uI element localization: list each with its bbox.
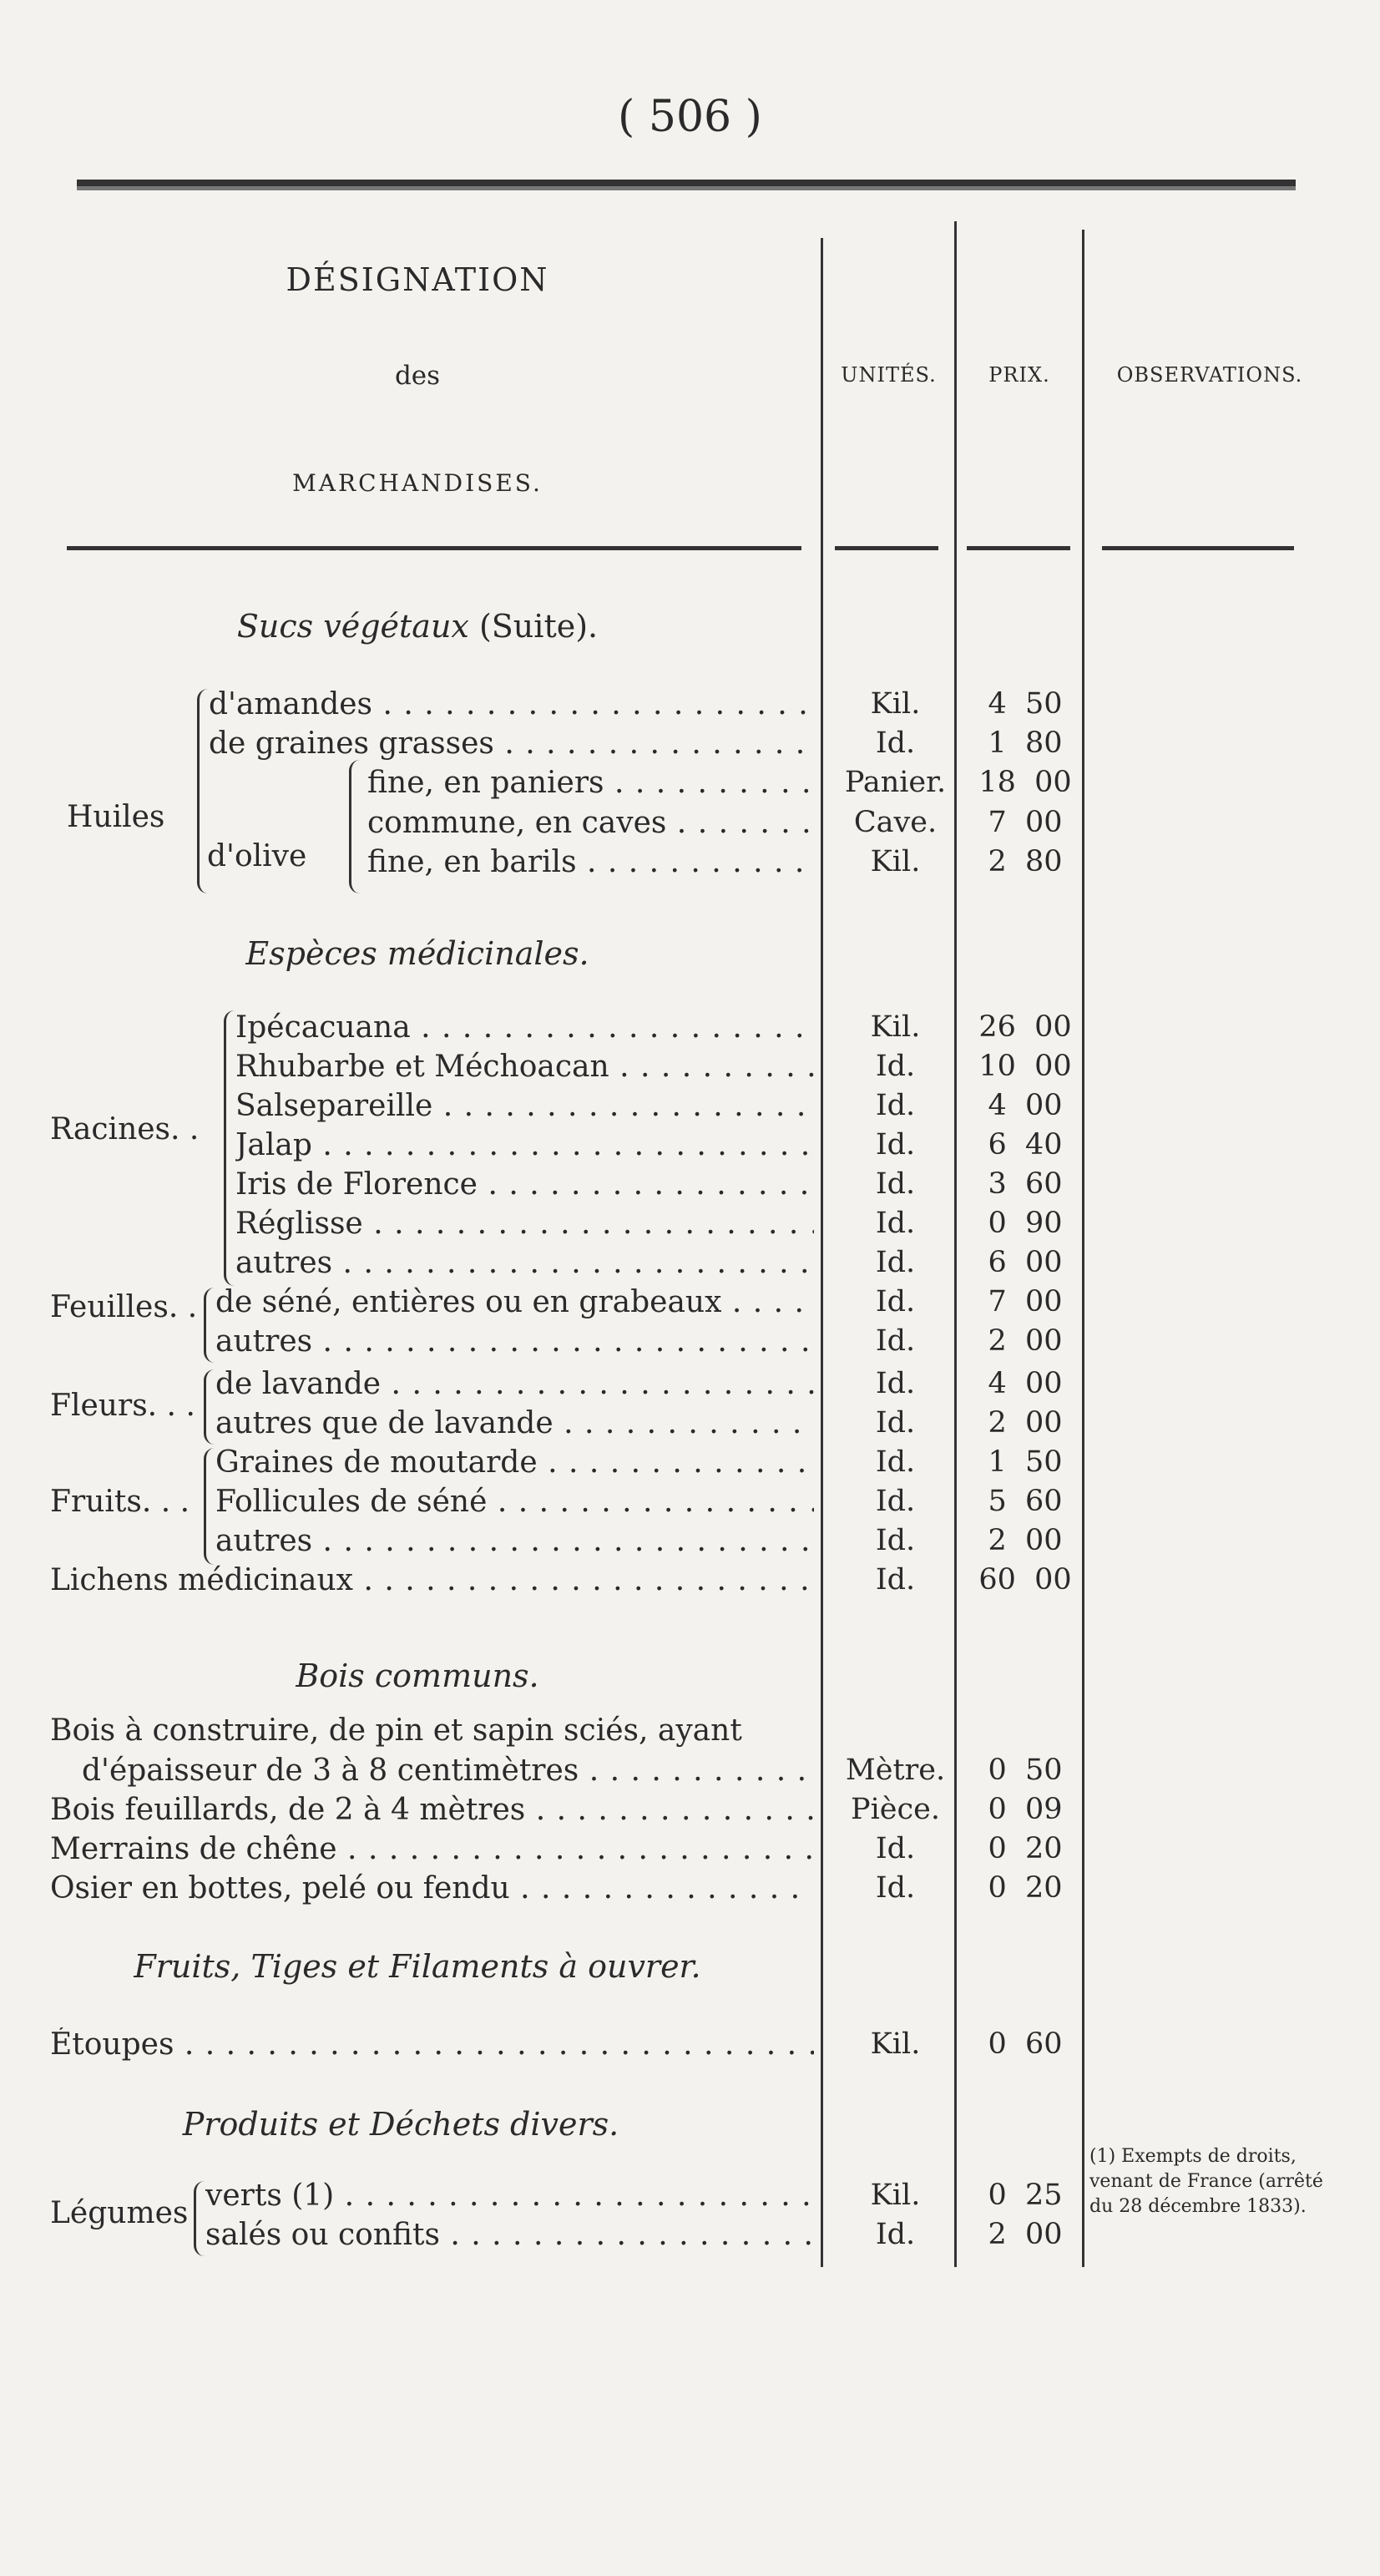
- row-price: 2 00: [988, 2218, 1063, 2251]
- table-row: [0, 1324, 1380, 1363]
- row-price: 0 60: [988, 2027, 1063, 2061]
- table-row: [0, 806, 1380, 844]
- row-price: 2 80: [988, 845, 1063, 878]
- row-price: 6 40: [988, 1128, 1063, 1161]
- row-label: Salsepareille . . .: [235, 1089, 814, 1123]
- row-price: 0 90: [988, 1207, 1063, 1240]
- group-legumes: Légumes: [50, 2196, 189, 2230]
- row-unit: Kil.: [870, 1010, 921, 1044]
- row-price: 4 50: [988, 687, 1063, 721]
- table-row: [0, 845, 1380, 883]
- table-row: [0, 1871, 1380, 1910]
- table-row: [0, 1089, 1380, 1127]
- row-unit: Id.: [875, 1285, 916, 1318]
- table-row: [0, 1367, 1380, 1405]
- table-row: [0, 1128, 1380, 1167]
- row-label: d'épaisseur de 3 à 8 centimètres . . .: [82, 1754, 814, 1788]
- group-olive: d'olive: [207, 839, 307, 873]
- row-unit: Kil.: [870, 2179, 921, 2212]
- row-unit: Pièce.: [851, 1793, 940, 1826]
- row-label: Iris de Florence . . .: [235, 1167, 814, 1202]
- row-unit: Mètre.: [845, 1754, 946, 1787]
- row-unit: Id.: [875, 1246, 916, 1279]
- table-row: [0, 2027, 1380, 2066]
- row-label: Réglisse . . .: [235, 1207, 814, 1241]
- table-row: [0, 726, 1380, 765]
- header-unites: UNITÉS.: [841, 363, 937, 387]
- header-marchandises: MARCHANDISES.: [292, 469, 543, 497]
- row-unit: Id.: [875, 1406, 916, 1440]
- group-fleurs: Fleurs. . .: [50, 1389, 195, 1423]
- table-row: [0, 2218, 1380, 2256]
- row-price: 1 50: [988, 1445, 1063, 1479]
- section-title-sucs: [167, 608, 668, 645]
- row-unit: Id.: [875, 1128, 916, 1161]
- row-label: verts (1) . . .: [205, 2179, 814, 2213]
- section-title-fruits: Fruits, Tiges et Filaments à ouvrer.: [134, 1948, 701, 1985]
- row-label: fine, en barils . . .: [367, 845, 814, 879]
- row-price: 2 00: [988, 1324, 1063, 1358]
- row-label: autres . . .: [215, 1524, 814, 1558]
- row-unit: Id.: [875, 1367, 916, 1400]
- row-label: Jalap . . .: [235, 1128, 814, 1162]
- section-title-bois: Bois communs.: [296, 1657, 539, 1694]
- row-label: salés ou confits . . .: [205, 2218, 814, 2252]
- header-rule: [967, 546, 1070, 550]
- section-sucs-title: Sucs végétaux: [236, 608, 469, 645]
- group-feuilles: Feuilles. .: [50, 1290, 198, 1324]
- header-rule: [1102, 546, 1294, 550]
- row-unit: Id.: [875, 1871, 916, 1905]
- row-price: 0 09: [988, 1793, 1063, 1826]
- table-row: [0, 1167, 1380, 1206]
- row-price: 0 20: [988, 1871, 1063, 1905]
- row-unit: Id.: [875, 1050, 916, 1083]
- row-label: Étoupes . . .: [50, 2027, 814, 2062]
- table-row: [0, 1010, 1380, 1049]
- row-label: autres que de lavande . . .: [215, 1406, 814, 1440]
- row-price: 60 00: [978, 1563, 1072, 1597]
- group-fruits: Fruits. . .: [50, 1485, 190, 1519]
- row-unit: Id.: [875, 1832, 916, 1865]
- row-label: de lavande . . .: [215, 1367, 814, 1401]
- row-label: d'amandes . . .: [209, 687, 814, 721]
- row-unit: Cave.: [853, 806, 938, 839]
- row-unit: Id.: [875, 1524, 916, 1557]
- row-unit: Id.: [875, 1324, 916, 1358]
- table-row: [0, 1246, 1380, 1284]
- table-row: [0, 1832, 1380, 1870]
- row-label: autres . . .: [215, 1324, 814, 1359]
- table-row: [0, 1050, 1380, 1088]
- row-price: 6 00: [988, 1246, 1063, 1279]
- row-label: Follicules de séné . . .: [215, 1485, 814, 1519]
- row-label: de graines grasses . . .: [209, 726, 814, 761]
- section-sucs-suffix: (Suite).: [478, 608, 599, 645]
- row-label: fine, en paniers . . .: [367, 766, 814, 800]
- row-price: 7 00: [988, 806, 1063, 839]
- table-row: [0, 1793, 1380, 1831]
- row-price: 18 00: [978, 766, 1072, 799]
- table-row: [0, 1207, 1380, 1245]
- page-number: ( 506 ): [618, 92, 762, 142]
- group-huiles: Huiles: [67, 800, 165, 834]
- row-price: 10 00: [978, 1050, 1072, 1083]
- row-label: Bois feuillards, de 2 à 4 mètres . . .: [50, 1793, 814, 1827]
- row-unit: Id.: [875, 2218, 916, 2251]
- row-price: 4 00: [988, 1367, 1063, 1400]
- table-row: [0, 1406, 1380, 1445]
- row-unit: Kil.: [870, 687, 921, 721]
- row-price: 0 20: [988, 1832, 1063, 1865]
- header-designation: DÉSIGNATION: [286, 261, 549, 298]
- row-unit: Id.: [875, 1563, 916, 1597]
- row-label: de séné, entières ou en grabeaux . . .: [215, 1285, 814, 1319]
- table-row: [0, 1285, 1380, 1323]
- row-price: 5 60: [988, 1485, 1063, 1518]
- row-unit: Id.: [875, 1445, 916, 1479]
- table-row: [0, 766, 1380, 804]
- row-price: 4 00: [988, 1089, 1063, 1122]
- header-prix: PRIX.: [988, 363, 1050, 387]
- row-unit: Kil.: [870, 2027, 921, 2061]
- table-row: [0, 1485, 1380, 1523]
- row-label: Ipécacuana . . .: [235, 1010, 814, 1045]
- row-price: 26 00: [978, 1010, 1072, 1044]
- row-price: 2 00: [988, 1524, 1063, 1557]
- row-price: 3 60: [988, 1167, 1063, 1201]
- row-unit: Id.: [875, 1167, 916, 1201]
- table-row: [0, 687, 1380, 726]
- row-price: 1 80: [988, 726, 1063, 760]
- group-racines: Racines. .: [50, 1112, 200, 1146]
- table-row: [0, 1563, 1380, 1602]
- row-label: Rhubarbe et Méchoacan . . .: [235, 1050, 814, 1084]
- row-price: 7 00: [988, 1285, 1063, 1318]
- header-rule: [835, 546, 938, 550]
- row-unit: Id.: [875, 1089, 916, 1122]
- section-title-especes: Espèces médicinales.: [245, 935, 589, 972]
- row-unit: Id.: [875, 1485, 916, 1518]
- header-des: des: [394, 361, 441, 391]
- row-price: 2 00: [988, 1406, 1063, 1440]
- row-unit: Kil.: [870, 845, 921, 878]
- top-rule: [77, 180, 1296, 190]
- table-row: [0, 1754, 1380, 1792]
- section-title-produits: Produits et Déchets divers.: [182, 2106, 619, 2143]
- row-label: Bois à construire, de pin et sapin sciés, ayant: [50, 1713, 742, 1748]
- row-label: Lichens médicinaux . . .: [50, 1563, 814, 1597]
- row-price: 0 25: [988, 2179, 1063, 2212]
- row-label: Osier en bottes, pelé ou fendu . . .: [50, 1871, 814, 1905]
- table-row: [0, 1445, 1380, 1484]
- header-observations: OBSERVATIONS.: [1116, 363, 1303, 387]
- row-unit: Id.: [875, 1207, 916, 1240]
- row-unit: Id.: [875, 726, 916, 760]
- table-row: [0, 1524, 1380, 1562]
- row-label: Merrains de chêne . . .: [50, 1832, 814, 1866]
- row-price: 0 50: [988, 1754, 1063, 1787]
- footnote: (1) Exempts de droits, venant de France (arrêté du 28 décembre 1833).: [1089, 2146, 1323, 2217]
- header-rule: [67, 546, 801, 550]
- row-label: autres . . .: [235, 1246, 814, 1280]
- row-label: commune, en caves . . .: [367, 806, 814, 840]
- row-unit: Panier.: [844, 766, 947, 799]
- row-label: Graines de moutarde . . .: [215, 1445, 814, 1480]
